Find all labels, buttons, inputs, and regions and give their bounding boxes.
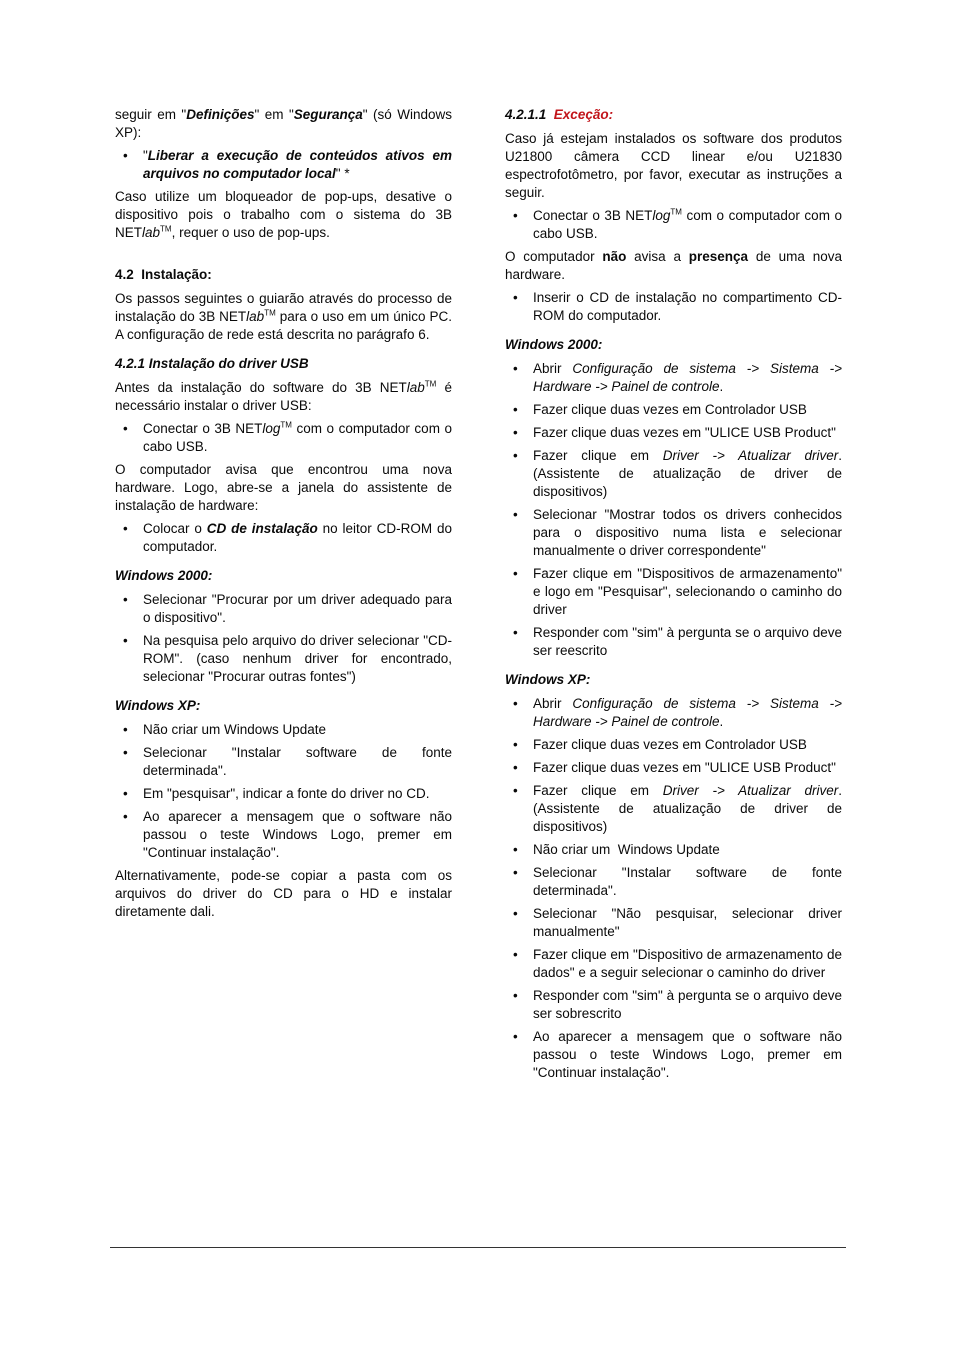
text-run: Conectar o 3B NET (143, 421, 263, 436)
bullet-text (533, 842, 720, 857)
bullet-marker: • (513, 290, 518, 305)
paragraph (115, 106, 452, 142)
left-column (115, 106, 452, 1087)
bullet-item (505, 1028, 842, 1082)
text-run: Não criar um Windows Update (533, 842, 720, 857)
paragraph (115, 188, 452, 242)
text-run: . (719, 714, 724, 729)
text-run: Alternativamente, pode-se copiar a pasta com os arquivos do driver do CD para o HD e instalar diretamente dali. (115, 868, 452, 919)
bullet-text (143, 521, 452, 554)
bullet-marker: • (513, 208, 518, 223)
bullet-item (505, 987, 842, 1023)
text-run: Fazer clique em (533, 783, 663, 798)
text-run: 4.2 Instalação: (115, 267, 212, 282)
bullet-item (505, 289, 842, 325)
text-run: para o uso em um único PC. A configuração de rede está descrita no parágrafo 6. (115, 309, 452, 342)
text-run: com o computador com o cabo USB. (533, 208, 842, 241)
bullet-marker: • (513, 783, 518, 798)
bullet-marker: • (513, 425, 518, 440)
text-run: Abrir (533, 361, 573, 376)
bullet-marker: • (513, 696, 518, 711)
text-run: " * (335, 166, 350, 181)
text-run: Fazer clique em "Dispositivos de armazenamento" e logo em "Pesquisar", selecionando o caminho do driver (533, 566, 842, 617)
text-run: Driver -> Atualizar driver (662, 448, 839, 463)
bullet-marker: • (123, 745, 128, 760)
bullet-text (533, 696, 842, 729)
text-run: com o computador com o cabo USB. (143, 421, 452, 454)
text-run: Selecionar "Mostrar todos os drivers conhecidos para o dispositivo numa lista e selecionar manualmente o driver correspondente" (533, 507, 842, 558)
bullet-text (533, 402, 807, 417)
bullet-item (505, 759, 842, 777)
bullet-marker: • (513, 760, 518, 775)
text-run: presença (688, 249, 749, 264)
bullet-marker: • (513, 625, 518, 640)
text-run: Exceção: (553, 107, 614, 122)
bullet-text (533, 208, 842, 241)
text-run: Colocar o (143, 521, 207, 536)
bullet-text (533, 760, 836, 775)
bullet-text (533, 737, 807, 752)
bullet-text (533, 625, 842, 658)
text-run: 4.2.1 Instalação do driver USB (115, 356, 309, 371)
bullet-text (533, 425, 836, 440)
bullet-text (533, 448, 842, 499)
bullet-marker: • (123, 786, 128, 801)
text-run: Windows XP: (505, 672, 591, 687)
text-run: , requer o uso de pop-ups. (171, 225, 330, 240)
bullet-marker: • (513, 1029, 518, 1044)
paragraph (505, 248, 842, 284)
text-run: O computador avisa que encontrou uma nova hardware. Logo, abre-se a janela do assistente de instalação de hardware: (115, 462, 452, 513)
text-run: Driver -> Atualizar driver (662, 783, 839, 798)
bullet-item (115, 744, 452, 780)
bullet-marker: • (513, 566, 518, 581)
bullet-text (533, 947, 842, 980)
bullet-marker: • (123, 722, 128, 737)
text-run: Na pesquisa pelo arquivo do driver selecionar "CD-ROM". (caso nenhum driver for encontrado, selecionar "Procurar outras fontes") (143, 633, 452, 684)
text-run: log (652, 208, 671, 223)
trademark-superscript: TM (160, 224, 172, 234)
text-run: é necessário instalar o driver USB: (115, 380, 452, 413)
trademark-superscript: TM (424, 379, 437, 389)
bullet-text (143, 421, 452, 454)
bullet-item (505, 565, 842, 619)
bullet-marker: • (123, 633, 128, 648)
section-heading (115, 697, 452, 715)
text-run: não (602, 249, 627, 264)
trademark-superscript: TM (670, 207, 682, 217)
text-run: . (Assistente de atualização de driver de dispositivos) (533, 783, 842, 834)
text-run: Fazer clique duas vezes em Controlador USB (533, 737, 807, 752)
text-run: . (Assistente de atualização de driver de dispositivos) (533, 448, 842, 499)
bullet-marker: • (123, 592, 128, 607)
text-run: no leitor CD-ROM do computador. (143, 521, 452, 554)
text-run: Configuração de sistema -> Sistema -> Hardware -> Painel de controle (533, 361, 842, 394)
text-run: Configuração de sistema -> Sistema -> Hardware -> Painel de controle (533, 696, 842, 729)
paragraph (115, 867, 452, 921)
bullet-text (143, 148, 452, 181)
text-run: log (262, 421, 281, 436)
text-run: Selecionar "Instalar software de fonte determinada". (143, 745, 452, 778)
bullet-item (505, 946, 842, 982)
text-run: Ao aparecer a mensagem que o software não passou o teste Windows Logo, premer em "Continuar instalação". (533, 1029, 842, 1080)
section-heading (115, 355, 452, 373)
text-run: lab (246, 309, 265, 324)
text-run: CD de instalação (206, 521, 318, 536)
bullet-item (505, 207, 842, 243)
paragraph (505, 130, 842, 202)
bullet-text (533, 566, 842, 617)
bullet-item (505, 424, 842, 442)
text-run: Caso já estejam instalados os software dos produtos U21800 câmera CCD linear e/ou U21830 espectrofotômetro, por favor, executar as instruções a seguir. (505, 131, 842, 200)
text-run: Ao aparecer a mensagem que o software não passou o teste Windows Logo, premer em "Continuar instalação". (143, 809, 452, 860)
bullet-text (533, 361, 842, 394)
text-run: Caso utilize um bloqueador de pop-ups, desative o dispositivo pois o trabalho com o sistema do 3B NET (115, 189, 452, 240)
text-run: Abrir (533, 696, 573, 711)
section-heading (115, 266, 452, 284)
bullet-marker: • (513, 507, 518, 522)
text-run: Antes da instalação do software do 3B NET (115, 380, 407, 395)
text-run: Windows XP: (115, 698, 201, 713)
bullet-text (533, 988, 842, 1021)
bullet-item (505, 401, 842, 419)
text-run: Selecionar "Procurar por um driver adequado para o dispositivo". (143, 592, 452, 625)
bullet-marker: • (123, 148, 128, 163)
bullet-marker: • (513, 906, 518, 921)
bullet-marker: • (513, 361, 518, 376)
text-run: " em " (254, 107, 294, 122)
text-run: " (143, 148, 148, 163)
section-heading (505, 106, 842, 124)
bullet-item (505, 782, 842, 836)
text-run: Não criar um Windows Update (143, 722, 327, 737)
text-run: Windows 2000: (505, 337, 603, 352)
text-run: Definições (186, 107, 255, 122)
bullet-item (115, 785, 452, 803)
section-heading (505, 671, 842, 689)
bullet-item (505, 864, 842, 900)
text-run: Inserir o CD de instalação no compartimento CD-ROM do computador. (533, 290, 842, 323)
bullet-item (505, 360, 842, 396)
section-heading (115, 567, 452, 585)
bullet-item (115, 721, 452, 739)
bullet-text (143, 722, 326, 737)
text-run: Conectar o 3B NET (533, 208, 653, 223)
bullet-marker: • (513, 947, 518, 962)
paragraph (115, 379, 452, 415)
text-run: Windows 2000: (115, 568, 213, 583)
bullet-text (533, 290, 842, 323)
section-heading (505, 336, 842, 354)
text-run: Fazer clique em (533, 448, 663, 463)
text-run: lab (406, 380, 425, 395)
text-run: Segurança (293, 107, 363, 122)
bullet-item (505, 624, 842, 660)
text-run: Fazer clique duas vezes em Controlador USB (533, 402, 807, 417)
text-run: Fazer clique duas vezes em "ULICE USB Product" (533, 425, 836, 440)
bullet-text (143, 809, 452, 860)
bullet-item (115, 520, 452, 556)
bullet-marker: • (123, 809, 128, 824)
bullet-marker: • (123, 521, 128, 536)
bullet-text (533, 783, 842, 834)
bullet-text (533, 507, 842, 558)
right-column (505, 106, 842, 1087)
bullet-text (143, 786, 429, 801)
bullet-text (533, 1029, 842, 1080)
text-run: Fazer clique em "Dispositivo de armazenamento de dados" e a seguir selecionar o caminho do driver (533, 947, 842, 980)
trademark-superscript: TM (264, 308, 276, 318)
bullet-marker: • (513, 988, 518, 1003)
bullet-item (115, 808, 452, 862)
bullet-marker: • (513, 448, 518, 463)
text-run: Selecionar "Instalar software de fonte determinada". (533, 865, 842, 898)
text-run: avisa a (626, 249, 689, 264)
bullet-marker: • (123, 421, 128, 436)
bullet-item (115, 591, 452, 627)
paragraph (115, 290, 452, 344)
bullet-marker: • (513, 842, 518, 857)
footer-divider (110, 1247, 846, 1248)
text-run: Selecionar "Não pesquisar, selecionar driver manualmente" (533, 906, 842, 939)
text-run: seguir em " (115, 107, 187, 122)
bullet-text (143, 592, 452, 625)
text-run: . (719, 379, 724, 394)
trademark-superscript: TM (280, 420, 292, 430)
bullet-item (115, 632, 452, 686)
text-run: Fazer clique duas vezes em "ULICE USB Product" (533, 760, 836, 775)
paragraph (115, 461, 452, 515)
text-run: Responder com "sim" à pergunta se o arquivo deve ser sobrescrito (533, 988, 842, 1021)
bullet-item (505, 447, 842, 501)
bullet-item (115, 147, 452, 183)
text-run: " (só Windows XP): (115, 107, 452, 140)
text-run: Liberar a execução de conteúdos ativos em arquivos no computador local (143, 148, 452, 181)
bullet-item (505, 736, 842, 754)
bullet-text (143, 633, 452, 684)
bullet-item (115, 420, 452, 456)
text-run: Os passos seguintes o guiarão através do processo de instalação do 3B NET (115, 291, 452, 324)
bullet-text (143, 745, 452, 778)
bullet-marker: • (513, 737, 518, 752)
text-run: Responder com "sim" à pergunta se o arquivo deve ser reescrito (533, 625, 842, 658)
bullet-item (505, 841, 842, 859)
text-run: lab (142, 225, 161, 240)
bullet-marker: • (513, 865, 518, 880)
bullet-item (505, 905, 842, 941)
bullet-item (505, 695, 842, 731)
bullet-marker: • (513, 402, 518, 417)
text-run: de uma nova hardware. (505, 249, 842, 282)
bullet-item (505, 506, 842, 560)
bullet-text (533, 906, 842, 939)
bullet-text (533, 865, 842, 898)
text-run: Em "pesquisar", indicar a fonte do driver no CD. (143, 786, 430, 801)
text-run: O computador (505, 249, 603, 264)
text-run: 4.2.1.1 (505, 107, 554, 122)
